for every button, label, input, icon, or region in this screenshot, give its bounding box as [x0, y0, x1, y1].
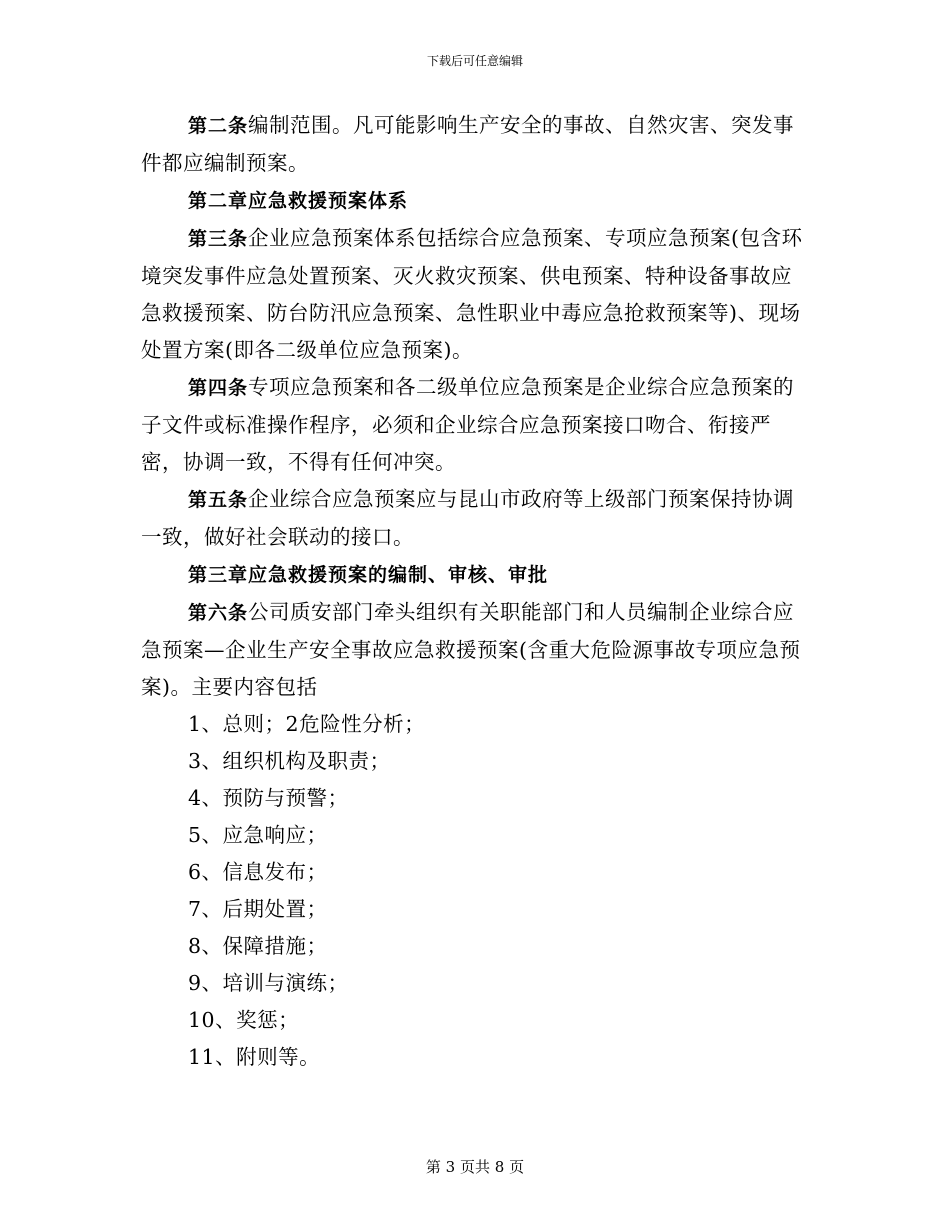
list-number: 11 — [188, 1045, 216, 1069]
list-number: 7 — [188, 897, 202, 921]
list-item — [141, 1039, 811, 1076]
article-label: 第四条 — [188, 377, 249, 399]
list-item — [141, 891, 811, 928]
document-body — [141, 107, 811, 1076]
article-text: 编制范围。凡可能影响生产安全的事故、自然灾害、突发事件都应编制预案。 — [141, 113, 795, 175]
chapter-heading — [141, 556, 811, 594]
list-number: 6 — [188, 860, 202, 884]
list-number: 4 — [188, 786, 202, 810]
list-text: 、后期处置； — [201, 897, 328, 921]
article-3 — [141, 220, 811, 369]
list-number: 5 — [188, 823, 202, 847]
article-label: 第三条 — [188, 228, 249, 250]
article-4 — [141, 369, 811, 481]
list-item — [141, 854, 811, 891]
article-label: 第二条 — [188, 115, 249, 137]
chapter-2-heading: 第二章应急救援预案体系 — [188, 190, 409, 212]
article-6 — [141, 594, 811, 706]
page-header: 下载后可任意编辑 — [426, 54, 523, 68]
list-item — [141, 965, 811, 1002]
list-text: 、组织机构及职责； — [201, 749, 391, 773]
list-text: 、奖惩； — [215, 1008, 300, 1032]
list-text: 、附则等。 — [215, 1045, 321, 1069]
list-text: 、应急响应； — [201, 823, 328, 847]
list-text: 、总则；2危险性分析； — [201, 712, 426, 736]
article-2 — [141, 107, 811, 182]
list-item — [141, 1002, 811, 1039]
list-item — [141, 928, 811, 965]
list-number: 10 — [188, 1008, 216, 1032]
chapter-3-heading: 第三章应急救援预案的编制、审核、审批 — [188, 564, 549, 586]
list-text: 、培训与演练； — [201, 971, 349, 995]
article-text: 公司质安部门牵头组织有关职能部门和人员编制企业综合应急预案—企业生产安全事故应急救援预案(含重大危险源事故专项应急预案)。主要内容包括 — [141, 600, 801, 699]
article-text: 企业应急预案体系包括综合应急预案、专项应急预案(包含环境突发事件应急处置预案、灭火救灾预案、供电预案、特种设备事故应急救援预案、防台防汛应急预案、急性职业中毒应急抢救预案等)、现场处置方案(即各二级单位应急预案)。 — [141, 226, 803, 362]
list-text: 、预防与预警； — [201, 786, 349, 810]
list-item — [141, 817, 811, 854]
list-number: 9 — [188, 971, 202, 995]
page-footer: 第 3 页共 8 页 — [425, 1158, 525, 1176]
list-item — [141, 706, 811, 743]
article-text: 企业综合应急预案应与昆山市政府等上级部门预案保持协调一致，做好社会联动的接口。 — [141, 487, 795, 549]
list-text: 、信息发布； — [201, 860, 328, 884]
article-label: 第六条 — [188, 602, 249, 624]
article-label: 第五条 — [188, 489, 249, 511]
article-5 — [141, 481, 811, 556]
list-text: 、保障措施； — [201, 934, 328, 958]
chapter-heading — [141, 182, 811, 220]
list-item — [141, 743, 811, 780]
list-number: 3 — [188, 749, 202, 773]
article-text: 专项应急预案和各二级单位应急预案是企业综合应急预案的子文件或标准操作程序，必须和企业综合应急预案接口吻合、衔接严密，协调一致，不得有任何冲突。 — [141, 375, 795, 474]
list-number: 8 — [188, 934, 202, 958]
list-number: 1 — [188, 712, 202, 736]
list-item — [141, 780, 811, 817]
